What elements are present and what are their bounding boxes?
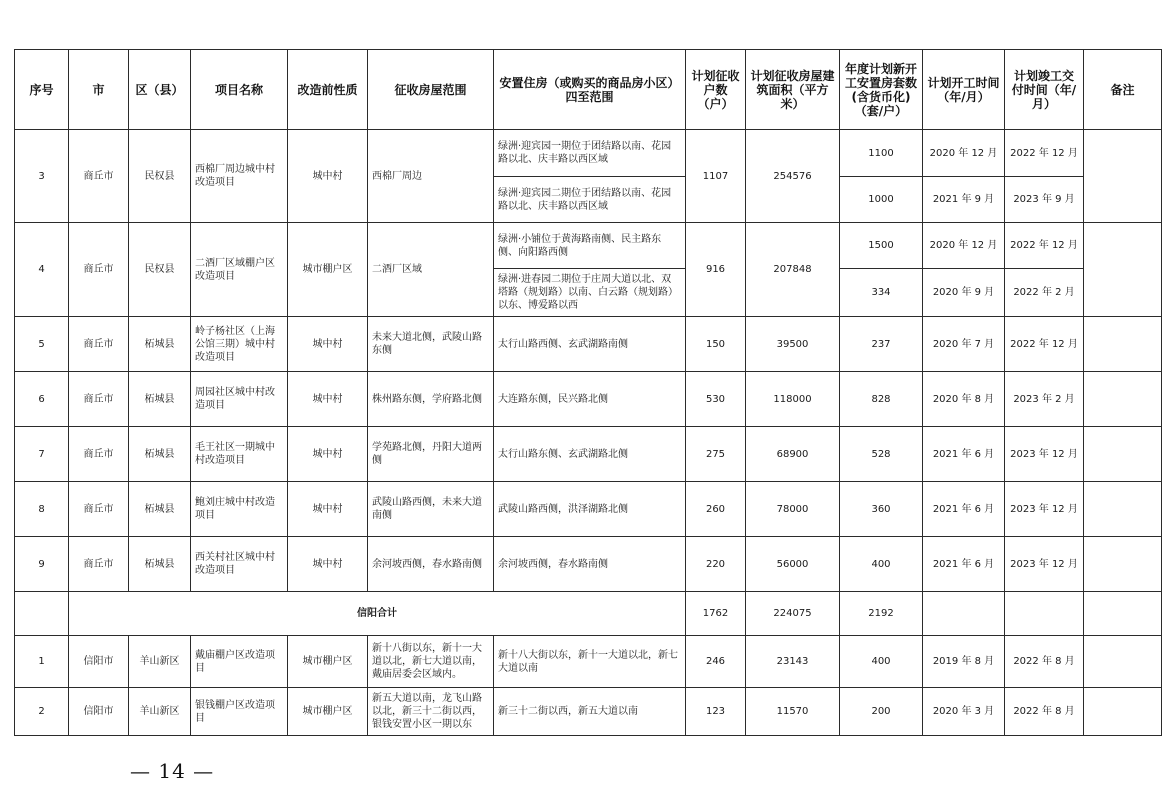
cell-project-name: 毛王社区一期城中村改造项目 xyxy=(191,427,288,482)
col-header: 安置住房（或购买的商品房小区）四至范围 xyxy=(494,50,686,130)
cell-finish: 2023 年 12 月 xyxy=(1005,482,1084,537)
cell-finish: 2022 年 12 月 xyxy=(1005,130,1084,177)
cell-units: 400 xyxy=(840,636,923,688)
col-header: 计划征收户数（户） xyxy=(686,50,746,130)
cell-finish: 2022 年 12 月 xyxy=(1005,317,1084,372)
cell-resettlement: 绿洲·进春园二期位于庄周大道以北、双塔路（规划路）以南、白云路（规划路）以东、博爱路以西 xyxy=(494,269,686,317)
cell-project-name: 周园社区城中村改造项目 xyxy=(191,372,288,427)
cell-area: 68900 xyxy=(746,427,840,482)
cell-no: 2 xyxy=(15,688,69,736)
cell-nature: 城市棚户区 xyxy=(288,223,368,317)
cell-finish: 2022 年 8 月 xyxy=(1005,636,1084,688)
cell-households: 530 xyxy=(686,372,746,427)
cell-no: 7 xyxy=(15,427,69,482)
cell-city: 信阳市 xyxy=(69,688,129,736)
cell-finish: 2023 年 12 月 xyxy=(1005,427,1084,482)
cell-start: 2021 年 6 月 xyxy=(923,537,1005,592)
header-row xyxy=(15,50,1162,130)
cell-project-name: 二酒厂区域棚户区改造项目 xyxy=(191,223,288,317)
cell-resettlement: 太行山路西侧、玄武湖路南侧 xyxy=(494,317,686,372)
cell-nature: 城中村 xyxy=(288,317,368,372)
subtotal-row xyxy=(15,592,1162,636)
cell-units: 400 xyxy=(840,537,923,592)
housing-project-table xyxy=(14,49,1162,736)
cell-county: 柘城县 xyxy=(129,537,191,592)
cell-units: 1100 xyxy=(840,130,923,177)
col-header: 备注 xyxy=(1084,50,1162,130)
table-row xyxy=(15,636,1162,688)
table-row xyxy=(15,688,1162,736)
cell-remarks xyxy=(1084,427,1162,482)
cell-area: 207848 xyxy=(746,223,840,317)
cell-start: 2020 年 7 月 xyxy=(923,317,1005,372)
cell-resettlement: 武陵山路西侧，洪泽湖路北侧 xyxy=(494,482,686,537)
cell-start: 2021 年 6 月 xyxy=(923,427,1005,482)
cell-area: 11570 xyxy=(746,688,840,736)
cell-project-name: 西棉厂周边城中村改造项目 xyxy=(191,130,288,223)
col-header: 序号 xyxy=(15,50,69,130)
cell-city: 商丘市 xyxy=(69,372,129,427)
cell-area: 39500 xyxy=(746,317,840,372)
col-header: 改造前性质 xyxy=(288,50,368,130)
cell-county: 民权县 xyxy=(129,223,191,317)
cell-start: 2019 年 8 月 xyxy=(923,636,1005,688)
cell-units: 528 xyxy=(840,427,923,482)
cell-no: 3 xyxy=(15,130,69,223)
cell-county: 柘城县 xyxy=(129,317,191,372)
cell-finish: 2022 年 12 月 xyxy=(1005,223,1084,269)
cell-start: 2021 年 6 月 xyxy=(923,482,1005,537)
cell-city: 商丘市 xyxy=(69,427,129,482)
col-header: 区（县） xyxy=(129,50,191,130)
cell-resettlement: 太行山路东侧、玄武湖路北侧 xyxy=(494,427,686,482)
cell-county: 羊山新区 xyxy=(129,636,191,688)
col-header: 征收房屋范围 xyxy=(368,50,494,130)
cell-county: 柘城县 xyxy=(129,482,191,537)
cell-households: 220 xyxy=(686,537,746,592)
cell-remarks xyxy=(1084,317,1162,372)
cell-units: 1000 xyxy=(840,177,923,223)
cell-households: 916 xyxy=(686,223,746,317)
cell-city: 商丘市 xyxy=(69,482,129,537)
cell-area: 78000 xyxy=(746,482,840,537)
cell-city: 商丘市 xyxy=(69,537,129,592)
subtotal-label: 信阳合计 xyxy=(69,592,686,636)
cell-range: 新五大道以南，龙飞山路以北，新三十二街以西，银钱安置小区一期以东 xyxy=(368,688,494,736)
cell-county: 羊山新区 xyxy=(129,688,191,736)
cell-empty xyxy=(15,592,69,636)
cell-range: 西棉厂周边 xyxy=(368,130,494,223)
cell-area: 254576 xyxy=(746,130,840,223)
cell-start: 2020 年 8 月 xyxy=(923,372,1005,427)
col-header: 年度计划新开工安置房套数(含货币化)（套/户） xyxy=(840,50,923,130)
cell-city: 商丘市 xyxy=(69,223,129,317)
table-row xyxy=(15,317,1162,372)
cell-nature: 城中村 xyxy=(288,482,368,537)
cell-finish: 2022 年 2 月 xyxy=(1005,269,1084,317)
cell-range: 株州路东侧，学府路北侧 xyxy=(368,372,494,427)
cell-no: 8 xyxy=(15,482,69,537)
cell-empty xyxy=(1084,592,1162,636)
cell-empty xyxy=(1005,592,1084,636)
cell-resettlement: 大连路东侧，民兴路北侧 xyxy=(494,372,686,427)
cell-units: 828 xyxy=(840,372,923,427)
col-header: 市 xyxy=(69,50,129,130)
cell-nature: 城中村 xyxy=(288,537,368,592)
cell-area: 23143 xyxy=(746,636,840,688)
cell-project-name: 岭子杨社区（上海公馆三期）城中村改造项目 xyxy=(191,317,288,372)
cell-households: 246 xyxy=(686,636,746,688)
cell-households: 1107 xyxy=(686,130,746,223)
cell-range: 武陵山路西侧，未来大道南侧 xyxy=(368,482,494,537)
cell-units: 237 xyxy=(840,317,923,372)
cell-resettlement: 绿洲·迎宾园二期位于团结路以南、花园路以北、庆丰路以西区域 xyxy=(494,177,686,223)
cell-start: 2021 年 9 月 xyxy=(923,177,1005,223)
cell-resettlement: 绿洲·迎宾园一期位于团结路以南、花园路以北、庆丰路以西区域 xyxy=(494,130,686,177)
cell-units: 200 xyxy=(840,688,923,736)
cell-units: 334 xyxy=(840,269,923,317)
cell-project-name: 西关村社区城中村改造项目 xyxy=(191,537,288,592)
cell-no: 1 xyxy=(15,636,69,688)
cell-project-name: 戴庙棚户区改造项目 xyxy=(191,636,288,688)
table-row xyxy=(15,427,1162,482)
cell-county: 柘城县 xyxy=(129,372,191,427)
cell-households: 123 xyxy=(686,688,746,736)
cell-resettlement: 绿洲·小铺位于黄海路南侧、民主路东侧、向阳路西侧 xyxy=(494,223,686,269)
cell-range: 未来大道北侧，武陵山路东侧 xyxy=(368,317,494,372)
cell-finish: 2023 年 12 月 xyxy=(1005,537,1084,592)
table-row xyxy=(15,223,1162,269)
cell-area: 118000 xyxy=(746,372,840,427)
col-header: 计划开工时间（年/月） xyxy=(923,50,1005,130)
cell-finish: 2022 年 8 月 xyxy=(1005,688,1084,736)
cell-nature: 城市棚户区 xyxy=(288,688,368,736)
cell-range: 学苑路北侧，丹阳大道两侧 xyxy=(368,427,494,482)
table-row xyxy=(15,372,1162,427)
cell-nature: 城市棚户区 xyxy=(288,636,368,688)
table-row xyxy=(15,130,1162,177)
cell-start: 2020 年 12 月 xyxy=(923,130,1005,177)
col-header: 计划竣工交付时间（年/月） xyxy=(1005,50,1084,130)
col-header: 计划征收房屋建筑面积（平方米） xyxy=(746,50,840,130)
cell-no: 4 xyxy=(15,223,69,317)
cell-finish: 2023 年 2 月 xyxy=(1005,372,1084,427)
cell-city: 商丘市 xyxy=(69,317,129,372)
cell-remarks xyxy=(1084,482,1162,537)
subtotal-households: 1762 xyxy=(686,592,746,636)
cell-nature: 城中村 xyxy=(288,130,368,223)
cell-range: 余河坡西侧，春水路南侧 xyxy=(368,537,494,592)
cell-nature: 城中村 xyxy=(288,372,368,427)
cell-project-name: 银钱棚户区改造项目 xyxy=(191,688,288,736)
cell-units: 1500 xyxy=(840,223,923,269)
cell-remarks xyxy=(1084,372,1162,427)
cell-start: 2020 年 12 月 xyxy=(923,223,1005,269)
cell-units: 360 xyxy=(840,482,923,537)
cell-resettlement: 余河坡西侧，春水路南侧 xyxy=(494,537,686,592)
cell-empty xyxy=(923,592,1005,636)
cell-start: 2020 年 3 月 xyxy=(923,688,1005,736)
page-number: — 14 — xyxy=(130,759,215,783)
cell-households: 260 xyxy=(686,482,746,537)
cell-range: 新十八街以东，新十一大道以北，新七大道以南，戴庙居委会区域内。 xyxy=(368,636,494,688)
cell-remarks xyxy=(1084,636,1162,688)
cell-range: 二酒厂区域 xyxy=(368,223,494,317)
cell-no: 5 xyxy=(15,317,69,372)
cell-nature: 城中村 xyxy=(288,427,368,482)
cell-county: 民权县 xyxy=(129,130,191,223)
cell-area: 56000 xyxy=(746,537,840,592)
cell-no: 6 xyxy=(15,372,69,427)
col-header: 项目名称 xyxy=(191,50,288,130)
subtotal-area: 224075 xyxy=(746,592,840,636)
cell-no: 9 xyxy=(15,537,69,592)
cell-households: 275 xyxy=(686,427,746,482)
cell-finish: 2023 年 9 月 xyxy=(1005,177,1084,223)
cell-households: 150 xyxy=(686,317,746,372)
subtotal-units: 2192 xyxy=(840,592,923,636)
cell-remarks xyxy=(1084,130,1162,223)
cell-project-name: 鲍刘庄城中村改造项目 xyxy=(191,482,288,537)
cell-resettlement: 新十八大街以东，新十一大道以北，新七大道以南 xyxy=(494,636,686,688)
cell-city: 商丘市 xyxy=(69,130,129,223)
table-row xyxy=(15,537,1162,592)
cell-start: 2020 年 9 月 xyxy=(923,269,1005,317)
cell-county: 柘城县 xyxy=(129,427,191,482)
cell-resettlement: 新三十二街以西，新五大道以南 xyxy=(494,688,686,736)
cell-remarks xyxy=(1084,688,1162,736)
cell-remarks xyxy=(1084,223,1162,317)
cell-remarks xyxy=(1084,537,1162,592)
cell-city: 信阳市 xyxy=(69,636,129,688)
table-row xyxy=(15,482,1162,537)
